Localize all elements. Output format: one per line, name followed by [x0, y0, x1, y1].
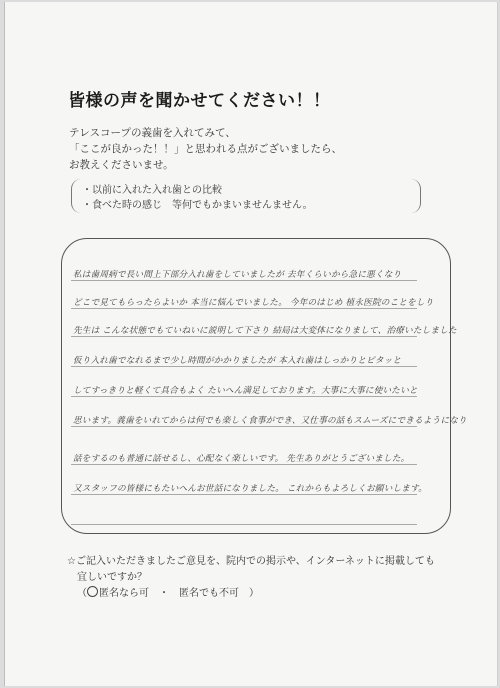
ruled-line [71, 336, 417, 337]
handwritten-line: 又スタッフの皆様にもたいへんお世話になりました。 これからもよろしくお願いします。 [73, 484, 427, 494]
intro-text [69, 125, 342, 173]
prompt-item: ・以前に入れた入れ歯との比較 [82, 185, 222, 196]
handwritten-line: 先生は こんな状態でもていねいに説明して下さり 結局は大変体になりまして、治療いたしました [73, 326, 457, 336]
handwritten-line: してすっきりと軽くて具合もよく たいへん満足しております。大事に大事に使いたいと [73, 386, 418, 396]
consent-question: ☆ご記入いただきましたご意見を、院内での掲示や、インターネットに掲載しても [67, 556, 435, 567]
ruled-line [71, 396, 417, 397]
prompt-item: ・食べた時の感じ 等何でもかまいませんません。 [82, 200, 313, 211]
ruled-line [71, 308, 417, 309]
consent-options: （ 匿名なら可 ・ 匿名でも不可 ） [77, 588, 259, 599]
intro-line: テレスコープの義歯を入れてみて、 [69, 127, 236, 139]
page-title: 皆様の声を聞かせてください！！ [68, 91, 331, 111]
intro-line: 「ここが良かった！！」と思われる点がございましたら、 [69, 143, 342, 155]
prompt-list [82, 183, 313, 213]
consent-section [67, 554, 435, 602]
ruled-line [71, 426, 417, 427]
ruled-line [71, 280, 417, 281]
selected-circle-mark [87, 586, 98, 597]
survey-sheet [4, 2, 498, 686]
ruled-line [71, 494, 417, 495]
ruled-line [71, 524, 417, 525]
consent-options-text: 匿名なら可 ・ 匿名でも不可 ） [99, 588, 259, 599]
handwritten-line: どこで見てもらったらよいか 本当に悩んでいました。 今年のはじめ 植永医院のことをしり [73, 298, 434, 308]
consent-question-cont: 宜しいですか？ [77, 572, 147, 583]
ruled-line [71, 464, 417, 465]
handwritten-line: 私は歯周病で長い間上下部分入れ歯をしていましたが 去年くらいから急に悪くなり [73, 270, 402, 280]
handwritten-line: 話をするのも普通に話せるし、心配なく楽しいです。 先生ありがとうございました。 [73, 454, 410, 464]
intro-line: お教えくださいませ。 [69, 159, 174, 171]
handwritten-line: 仮り入れ歯でなれるまで少し時間がかかりましたが 本入れ歯はしっかりとピタッと [73, 356, 402, 366]
handwritten-line: 思います。義歯をいれてからは何でも楽しく食事ができ、又仕事の話もスムーズにできるようになり [73, 416, 467, 426]
ruled-line [71, 366, 417, 367]
